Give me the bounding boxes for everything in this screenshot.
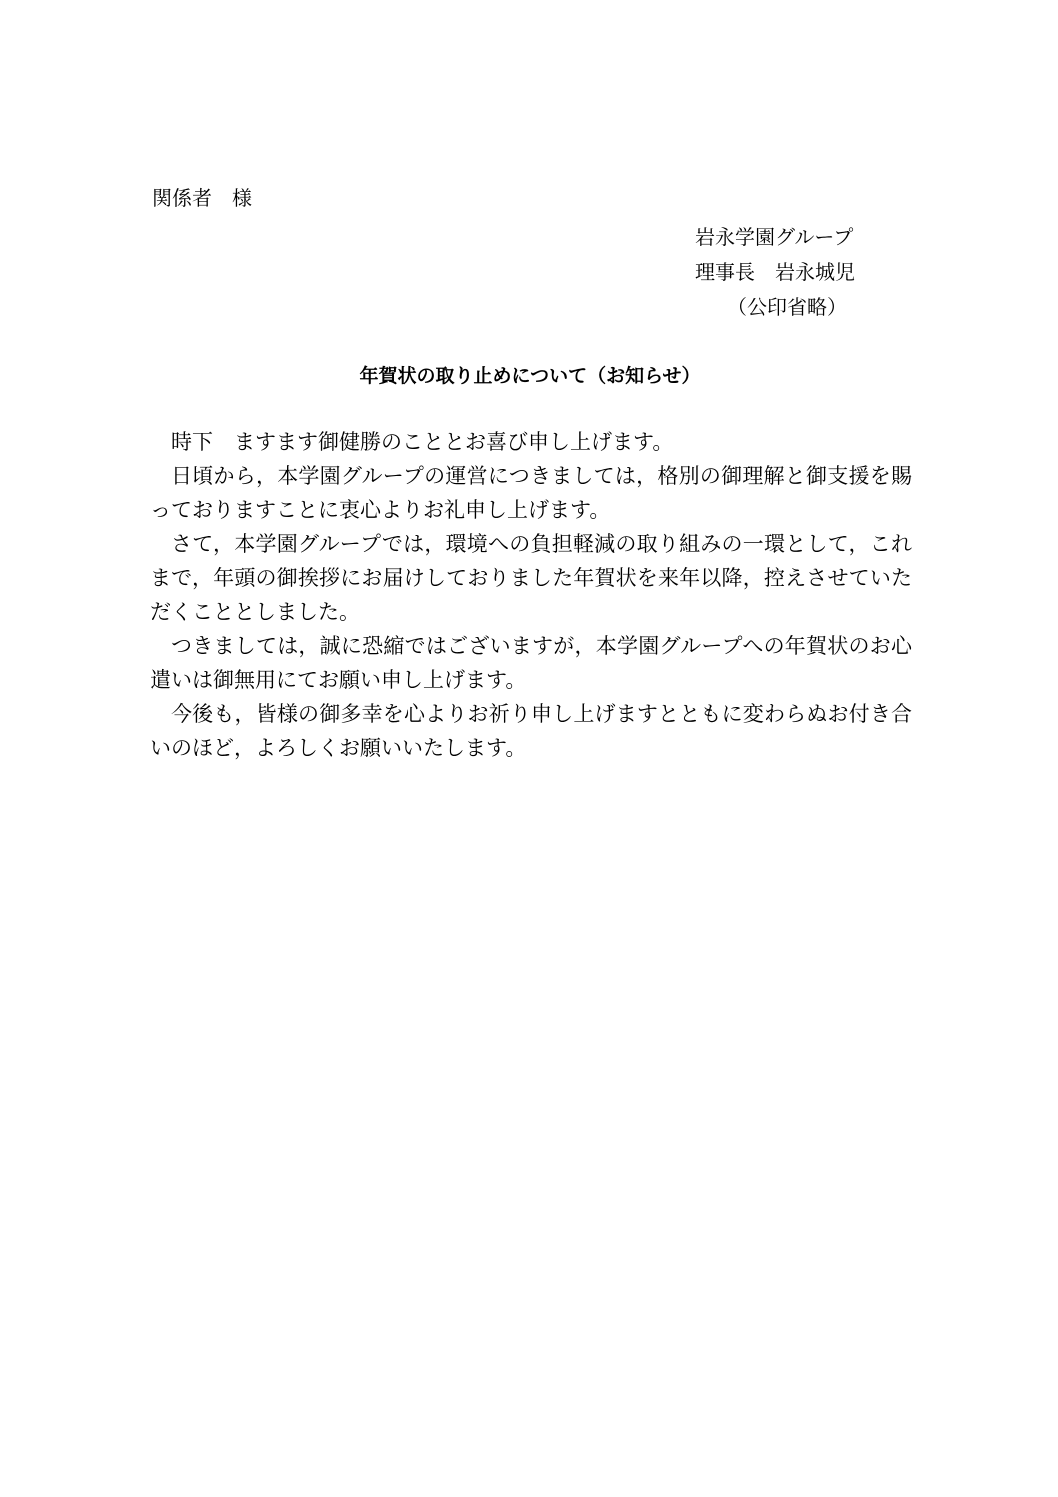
paragraph-announcement: さて，本学園グループでは，環境への負担軽減の取り組みの一環として，これまで，年頭の御挨拶にお届けしておりました年賀状を来年以降，控えさせていただくこととしました。 — [150, 532, 912, 624]
sender-name: 理事長 岩永城児 — [695, 260, 855, 284]
paragraph-closing: 今後も，皆様の御多幸を心よりお祈り申し上げますとともに変わらぬお付き合いのほど，よろしくお願いいたします。 — [150, 702, 912, 760]
paragraph-request: つきましては，誠に恐縮ではございますが，本学園グループへの年賀状のお心遣いは御無用にてお願い申し上げます。 — [150, 634, 912, 692]
paragraph-greeting: 時下 ますます御健勝のこととお喜び申し上げます。 — [171, 430, 674, 454]
seal-note: （公印省略） — [727, 295, 847, 319]
addressee: 関係者 様 — [152, 186, 252, 210]
sender-organization: 岩永学園グループ — [695, 225, 854, 249]
paragraph-thanks: 日頃から，本学園グループの運営につきましては，格別の御理解と御支援を賜っておりますことに衷心よりお礼申し上げます。 — [150, 464, 912, 522]
letter-body — [150, 425, 912, 765]
sender-block — [695, 220, 855, 325]
document-title: 年賀状の取り止めについて（お知らせ） — [359, 365, 701, 387]
